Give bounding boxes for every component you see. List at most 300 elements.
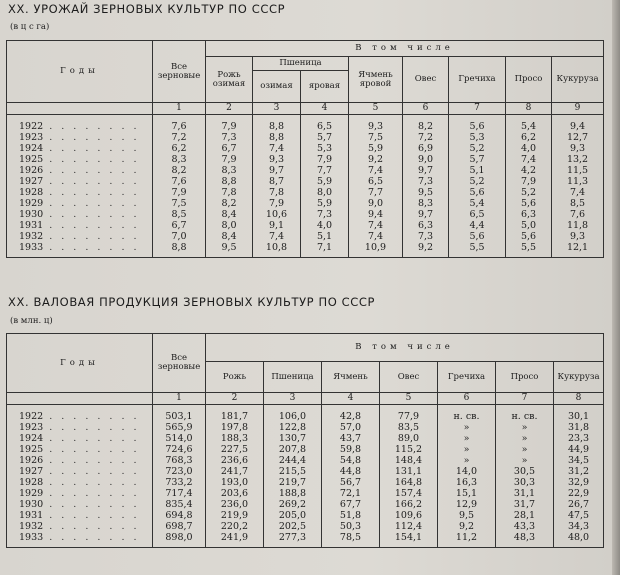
value-cell: 5,3: [449, 132, 506, 143]
table1-yield: [6, 40, 604, 258]
value-cell: 8,2: [153, 165, 206, 176]
leader-dots: . . . . . . . .: [43, 532, 140, 543]
table-row: [7, 488, 604, 499]
value-cell: 698,7: [153, 521, 206, 532]
table-row: [7, 209, 604, 220]
value-cell: 51,8: [322, 510, 380, 521]
table-row: [7, 143, 604, 154]
year-cell: [7, 422, 153, 433]
barley-header: Ячмень: [322, 362, 380, 393]
column-numbers-row: [7, 103, 604, 115]
value-cell: 5,1: [301, 231, 349, 242]
value-cell: 43,7: [322, 433, 380, 444]
value-cell: 11,8: [552, 220, 604, 231]
value-cell: 220,2: [206, 521, 264, 532]
table1-unit: (в ц с га): [10, 22, 50, 32]
value-cell: 164,8: [380, 477, 438, 488]
leader-dots: . . . . . . . .: [43, 165, 140, 176]
wheat-winter-header: озимая: [253, 71, 301, 103]
value-cell: 5,2: [506, 187, 552, 198]
table-row: [7, 422, 604, 433]
value-cell: »: [438, 433, 496, 444]
value-cell: 8,0: [301, 187, 349, 198]
value-cell: 8,4: [206, 231, 253, 242]
value-cell: 236,6: [206, 455, 264, 466]
table-row: [7, 510, 604, 521]
in-total-header: В том числе: [206, 334, 604, 362]
millet-header: Просо: [506, 57, 552, 103]
value-cell: 5,6: [449, 231, 506, 242]
in-total-header: В том числе: [206, 41, 604, 57]
value-cell: 241,7: [206, 466, 264, 477]
value-cell: 5,2: [449, 143, 506, 154]
year-cell: [7, 510, 153, 521]
value-cell: 6,5: [449, 209, 506, 220]
value-cell: 48,3: [496, 532, 554, 548]
leader-dots: . . . . . . . .: [43, 422, 140, 433]
value-cell: 694,8: [153, 510, 206, 521]
value-cell: 219,7: [264, 477, 322, 488]
value-cell: н. св.: [438, 405, 496, 423]
year-label: 1928: [19, 477, 44, 488]
year-cell: [7, 198, 153, 209]
table-row: [7, 154, 604, 165]
leader-dots: . . . . . . . .: [43, 220, 140, 231]
value-cell: 7,2: [153, 132, 206, 143]
leader-dots: . . . . . . . .: [43, 488, 140, 499]
value-cell: 835,4: [153, 499, 206, 510]
value-cell: 7,3: [301, 209, 349, 220]
maize-header: Кукуруза: [552, 57, 604, 103]
value-cell: 7,8: [206, 187, 253, 198]
year-label: 1924: [19, 143, 44, 154]
year-cell: [7, 209, 153, 220]
wheat-spring-header: яровая: [301, 71, 349, 103]
col-number: 1: [153, 393, 206, 405]
table-row: [7, 198, 604, 209]
value-cell: 31,2: [554, 466, 604, 477]
value-cell: 768,3: [153, 455, 206, 466]
year-cell: [7, 132, 153, 143]
value-cell: 5,5: [449, 242, 506, 258]
value-cell: 7,9: [301, 154, 349, 165]
value-cell: 181,7: [206, 405, 264, 423]
value-cell: 5,0: [506, 220, 552, 231]
year-label: 1926: [19, 455, 44, 466]
value-cell: 241,9: [206, 532, 264, 548]
value-cell: 9,2: [438, 521, 496, 532]
year-cell: [7, 433, 153, 444]
value-cell: 30,1: [554, 405, 604, 423]
value-cell: 7,9: [253, 198, 301, 209]
leader-dots: . . . . . . . .: [43, 231, 140, 242]
value-cell: 188,8: [264, 488, 322, 499]
value-cell: 6,2: [506, 132, 552, 143]
year-label: 1925: [19, 154, 44, 165]
oats-header: Овес: [403, 57, 449, 103]
table-row: [7, 220, 604, 231]
value-cell: 9,5: [403, 187, 449, 198]
value-cell: 7,4: [506, 154, 552, 165]
value-cell: 9,7: [253, 165, 301, 176]
col-number: 8: [554, 393, 604, 405]
value-cell: 42,8: [322, 405, 380, 423]
maize-header: Кукуруза: [554, 362, 604, 393]
value-cell: 7,0: [153, 231, 206, 242]
leader-dots: . . . . . . . .: [43, 455, 140, 466]
value-cell: 6,3: [506, 209, 552, 220]
table-row: [7, 231, 604, 242]
value-cell: 4,0: [301, 220, 349, 231]
value-cell: 7,1: [301, 242, 349, 258]
value-cell: 32,9: [554, 477, 604, 488]
value-cell: 5,5: [506, 242, 552, 258]
value-cell: 8,8: [206, 176, 253, 187]
year-label: 1927: [19, 466, 44, 477]
value-cell: 30,3: [496, 477, 554, 488]
leader-dots: . . . . . . . .: [43, 143, 140, 154]
leader-dots: . . . . . . . .: [43, 477, 140, 488]
leader-dots: . . . . . . . .: [43, 209, 140, 220]
year-cell: [7, 405, 153, 423]
value-cell: 219,9: [206, 510, 264, 521]
year-cell: [7, 242, 153, 258]
value-cell: 5,4: [506, 115, 552, 133]
value-cell: »: [496, 444, 554, 455]
value-cell: 207,8: [264, 444, 322, 455]
value-cell: 7,5: [349, 132, 403, 143]
col-number: 5: [349, 103, 403, 115]
col-number: 4: [322, 393, 380, 405]
value-cell: 244,4: [264, 455, 322, 466]
value-cell: 59,8: [322, 444, 380, 455]
value-cell: 11,3: [552, 176, 604, 187]
table-row: [7, 176, 604, 187]
value-cell: 44,8: [322, 466, 380, 477]
value-cell: 188,3: [206, 433, 264, 444]
value-cell: 8,3: [206, 165, 253, 176]
column-numbers-row: [7, 393, 604, 405]
value-cell: 10,9: [349, 242, 403, 258]
wheat-header: Пшеница: [264, 362, 322, 393]
value-cell: 215,5: [264, 466, 322, 477]
value-cell: 723,0: [153, 466, 206, 477]
value-cell: »: [496, 455, 554, 466]
value-cell: 8,2: [403, 115, 449, 133]
buckwheat-header: Гречиха: [449, 57, 506, 103]
table1-title: ХХ. УРОЖАЙ ЗЕРНОВЫХ КУЛЬТУР ПО СССР: [8, 2, 286, 16]
value-cell: 11,5: [552, 165, 604, 176]
value-cell: 5,6: [449, 187, 506, 198]
table-row: [7, 433, 604, 444]
value-cell: 8,0: [206, 220, 253, 231]
value-cell: 9,1: [253, 220, 301, 231]
value-cell: 197,8: [206, 422, 264, 433]
table-row: [7, 499, 604, 510]
year-label: 1922: [19, 121, 44, 132]
year-cell: [7, 444, 153, 455]
oats-header: Овес: [380, 362, 438, 393]
year-cell: [7, 477, 153, 488]
table-row: [7, 477, 604, 488]
value-cell: 717,4: [153, 488, 206, 499]
value-cell: 77,9: [380, 405, 438, 423]
value-cell: 6,5: [301, 115, 349, 133]
value-cell: 9,5: [438, 510, 496, 521]
value-cell: 78,5: [322, 532, 380, 548]
value-cell: 7,4: [349, 231, 403, 242]
value-cell: 109,6: [380, 510, 438, 521]
value-cell: 7,3: [403, 176, 449, 187]
year-label: 1929: [19, 198, 44, 209]
value-cell: 5,6: [506, 231, 552, 242]
year-cell: [7, 466, 153, 477]
value-cell: 115,2: [380, 444, 438, 455]
value-cell: 9,4: [349, 209, 403, 220]
value-cell: 5,9: [301, 198, 349, 209]
table-row: [7, 242, 604, 258]
table-row: [7, 115, 604, 133]
value-cell: 34,5: [554, 455, 604, 466]
value-cell: 9,3: [552, 143, 604, 154]
col-number: 2: [206, 103, 253, 115]
value-cell: 34,3: [554, 521, 604, 532]
leader-dots: . . . . . . . .: [43, 154, 140, 165]
value-cell: 48,0: [554, 532, 604, 548]
leader-dots: . . . . . . . .: [43, 121, 140, 132]
value-cell: 9,2: [349, 154, 403, 165]
value-cell: 9,0: [349, 198, 403, 209]
year-label: 1930: [19, 209, 44, 220]
value-cell: 8,5: [552, 198, 604, 209]
year-label: 1932: [19, 231, 44, 242]
table-row: [7, 132, 604, 143]
value-cell: »: [438, 444, 496, 455]
value-cell: 23,3: [554, 433, 604, 444]
year-cell: [7, 455, 153, 466]
value-cell: 8,5: [153, 209, 206, 220]
value-cell: 733,2: [153, 477, 206, 488]
col-number: 2: [206, 393, 264, 405]
col-number: 9: [552, 103, 604, 115]
value-cell: 8,3: [403, 198, 449, 209]
value-cell: 7,9: [206, 154, 253, 165]
col-number: 3: [253, 103, 301, 115]
value-cell: 7,6: [153, 176, 206, 187]
col-number: 3: [264, 393, 322, 405]
value-cell: 28,1: [496, 510, 554, 521]
value-cell: 89,0: [380, 433, 438, 444]
value-cell: 202,5: [264, 521, 322, 532]
value-cell: 7,9: [206, 115, 253, 133]
value-cell: 565,9: [153, 422, 206, 433]
year-cell: [7, 532, 153, 548]
table2-title: XX. ВАЛОВАЯ ПРОДУКЦИЯ ЗЕРНОВЫХ КУЛЬТУР ПО СССР: [8, 295, 376, 309]
year-cell: [7, 165, 153, 176]
year-label: 1931: [19, 220, 44, 231]
value-cell: 67,7: [322, 499, 380, 510]
leader-dots: . . . . . . . .: [43, 187, 140, 198]
value-cell: 10,6: [253, 209, 301, 220]
value-cell: 269,2: [264, 499, 322, 510]
col-number: 5: [380, 393, 438, 405]
year-cell: [7, 488, 153, 499]
year-cell: [7, 521, 153, 532]
value-cell: 4,4: [449, 220, 506, 231]
year-cell: [7, 499, 153, 510]
value-cell: 9,4: [552, 115, 604, 133]
value-cell: 8,2: [206, 198, 253, 209]
col-number: 7: [496, 393, 554, 405]
page-edge: [612, 0, 620, 575]
value-cell: »: [496, 433, 554, 444]
year-cell: [7, 231, 153, 242]
col-number: 4: [301, 103, 349, 115]
year-label: 1923: [19, 422, 44, 433]
table-row: [7, 444, 604, 455]
value-cell: 5,3: [301, 143, 349, 154]
value-cell: 7,4: [253, 231, 301, 242]
value-cell: 9,7: [403, 209, 449, 220]
table-row: [7, 405, 604, 423]
buckwheat-header: Гречиха: [438, 362, 496, 393]
value-cell: 9,3: [552, 231, 604, 242]
value-cell: 7,5: [153, 198, 206, 209]
value-cell: 5,7: [301, 132, 349, 143]
value-cell: 166,2: [380, 499, 438, 510]
year-cell: [7, 176, 153, 187]
value-cell: 12,1: [552, 242, 604, 258]
value-cell: 43,3: [496, 521, 554, 532]
value-cell: 83,5: [380, 422, 438, 433]
value-cell: 6,7: [153, 220, 206, 231]
value-cell: 8,8: [153, 242, 206, 258]
value-cell: 7,4: [253, 143, 301, 154]
table2-unit: (в млн. ц): [10, 316, 53, 326]
value-cell: 31,8: [554, 422, 604, 433]
value-cell: 236,0: [206, 499, 264, 510]
rye-header: Рожь озимая: [206, 57, 253, 103]
value-cell: 16,3: [438, 477, 496, 488]
table-row: [7, 165, 604, 176]
value-cell: 26,7: [554, 499, 604, 510]
value-cell: 7,6: [153, 115, 206, 133]
value-cell: 57,0: [322, 422, 380, 433]
value-cell: 7,8: [253, 187, 301, 198]
wheat-header: Пшеница: [253, 57, 349, 71]
value-cell: 56,7: [322, 477, 380, 488]
value-cell: 9,7: [403, 165, 449, 176]
year-label: 1933: [19, 532, 44, 543]
value-cell: 148,4: [380, 455, 438, 466]
year-cell: [7, 187, 153, 198]
value-cell: 6,9: [403, 143, 449, 154]
table2-gross-output: [6, 333, 604, 548]
value-cell: 6,2: [153, 143, 206, 154]
value-cell: 9,3: [253, 154, 301, 165]
year-label: 1930: [19, 499, 44, 510]
value-cell: 44,9: [554, 444, 604, 455]
value-cell: 7,3: [403, 231, 449, 242]
value-cell: 5,9: [301, 176, 349, 187]
year-label: 1929: [19, 488, 44, 499]
value-cell: 10,8: [253, 242, 301, 258]
value-cell: 5,1: [449, 165, 506, 176]
value-cell: »: [496, 422, 554, 433]
leader-dots: . . . . . . . .: [43, 510, 140, 521]
value-cell: 50,3: [322, 521, 380, 532]
value-cell: 15,1: [438, 488, 496, 499]
table-row: [7, 187, 604, 198]
value-cell: 4,0: [506, 143, 552, 154]
value-cell: 5,6: [449, 115, 506, 133]
value-cell: 9,5: [206, 242, 253, 258]
value-cell: 724,6: [153, 444, 206, 455]
value-cell: 154,1: [380, 532, 438, 548]
rye-header: Рожь: [206, 362, 264, 393]
value-cell: 12,7: [552, 132, 604, 143]
year-label: 1925: [19, 444, 44, 455]
year-cell: [7, 220, 153, 231]
value-cell: 9,3: [349, 115, 403, 133]
leader-dots: . . . . . . . .: [43, 433, 140, 444]
leader-dots: . . . . . . . .: [43, 198, 140, 209]
value-cell: 5,7: [449, 154, 506, 165]
value-cell: 13,2: [552, 154, 604, 165]
table-row: [7, 455, 604, 466]
barley-header: Ячмень яровой: [349, 57, 403, 103]
value-cell: 5,6: [506, 198, 552, 209]
value-cell: 7,2: [403, 132, 449, 143]
value-cell: 8,4: [206, 209, 253, 220]
value-cell: 8,8: [253, 115, 301, 133]
value-cell: 31,7: [496, 499, 554, 510]
value-cell: 7,4: [349, 220, 403, 231]
value-cell: 12,9: [438, 499, 496, 510]
col-number: 6: [403, 103, 449, 115]
leader-dots: . . . . . . . .: [43, 132, 140, 143]
value-cell: 7,4: [349, 165, 403, 176]
year-cell: [7, 154, 153, 165]
value-cell: 14,0: [438, 466, 496, 477]
year-cell: [7, 115, 153, 133]
value-cell: 131,1: [380, 466, 438, 477]
year-label: 1931: [19, 510, 44, 521]
leader-dots: . . . . . . . .: [43, 499, 140, 510]
value-cell: 72,1: [322, 488, 380, 499]
leader-dots: . . . . . . . .: [43, 466, 140, 477]
year-label: 1933: [19, 242, 44, 253]
col-number: 6: [438, 393, 496, 405]
value-cell: 31,1: [496, 488, 554, 499]
value-cell: 7,6: [552, 209, 604, 220]
value-cell: 514,0: [153, 433, 206, 444]
year-cell: [7, 143, 153, 154]
value-cell: »: [438, 455, 496, 466]
value-cell: 157,4: [380, 488, 438, 499]
leader-dots: . . . . . . . .: [43, 521, 140, 532]
value-cell: 9,2: [403, 242, 449, 258]
value-cell: 30,5: [496, 466, 554, 477]
value-cell: 8,3: [153, 154, 206, 165]
col-number: 8: [506, 103, 552, 115]
value-cell: 122,8: [264, 422, 322, 433]
value-cell: 193,0: [206, 477, 264, 488]
value-cell: 7,9: [153, 187, 206, 198]
value-cell: 7,3: [206, 132, 253, 143]
value-cell: 7,7: [349, 187, 403, 198]
value-cell: 7,9: [506, 176, 552, 187]
